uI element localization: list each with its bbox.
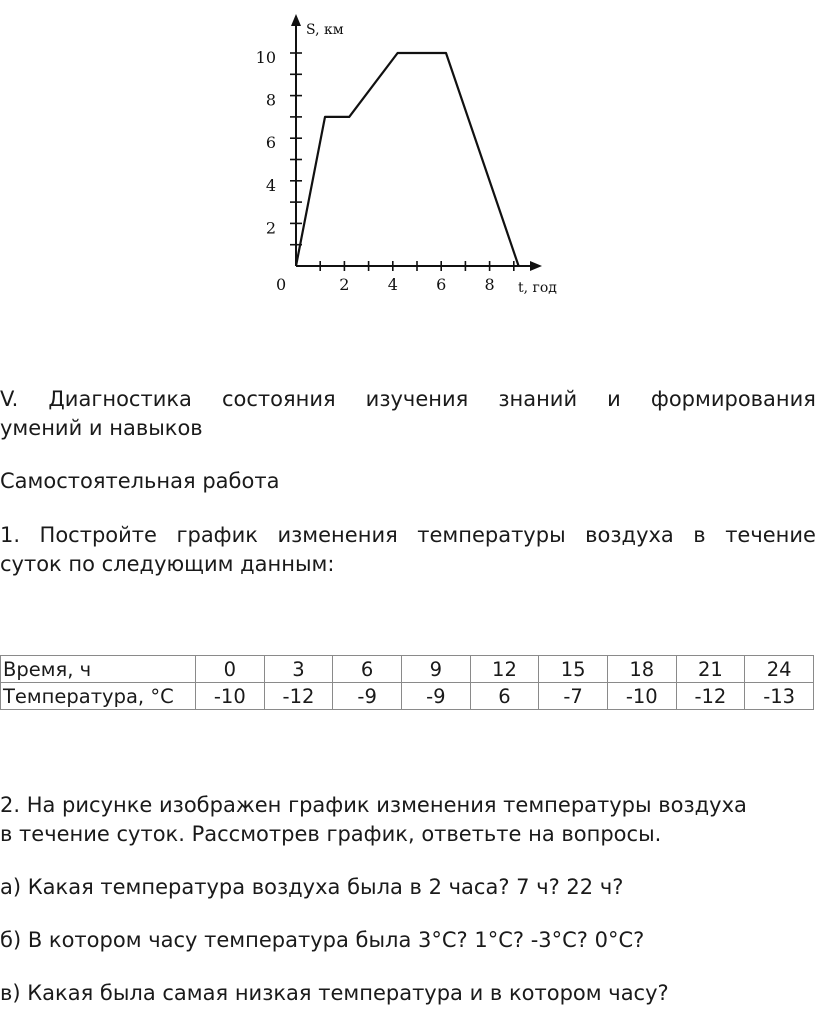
table-row (1, 683, 814, 710)
heading-word: формирования (650, 387, 816, 411)
distance-time-chart (250, 10, 570, 300)
temp-cell: -10 (196, 683, 265, 710)
table-row (1, 656, 814, 683)
temp-header: Температура, °С (1, 683, 196, 710)
task2-line1: 2. На рисунке изображен график изменения температуры воздуха (0, 793, 747, 817)
task1-word: изменения (277, 523, 398, 547)
task1-word: температуры (417, 523, 566, 547)
temp-cell: -10 (607, 683, 676, 710)
time-cell: 3 (264, 656, 333, 683)
time-cell: 6 (333, 656, 402, 683)
x-tick-label: 2 (339, 275, 350, 294)
x-tick-label: 4 (387, 275, 398, 294)
question-a: а) Какая температура воздуха была в 2 часа? 7 ч? 22 ч? (0, 875, 624, 899)
temp-cell: -12 (676, 683, 745, 710)
task1-word: воздуха (585, 523, 674, 547)
series-line (296, 53, 519, 266)
section-heading-line1 (0, 385, 816, 414)
time-cell: 12 (470, 656, 539, 683)
temp-cell: 6 (470, 683, 539, 710)
temp-cell: -13 (745, 683, 814, 710)
heading-word: Диагностика (48, 387, 192, 411)
chart-ticks (290, 53, 514, 271)
y-tick-label: 6 (265, 133, 276, 153)
time-cell: 24 (745, 656, 814, 683)
task2-line2: в течение суток. Рассмотрев график, ответьте на вопросы. (0, 822, 662, 846)
x-axis-label: t, год (518, 280, 557, 296)
x-tick-label: 8 (484, 275, 495, 294)
y-tick-label: 4 (265, 175, 276, 195)
temp-cell: -9 (401, 683, 470, 710)
y-tick-label: 10 (255, 48, 276, 67)
time-cell: 18 (607, 656, 676, 683)
x-tick-label: 6 (436, 275, 447, 294)
temp-cell: -12 (264, 683, 333, 710)
question-c: в) Какая была самая низкая температура и в котором часу? (0, 981, 669, 1005)
heading-word: знаний (498, 387, 578, 411)
y-axis-arrow (291, 14, 301, 26)
task1-line2: суток по следующим данным: (0, 552, 335, 576)
time-cell: 9 (401, 656, 470, 683)
temp-cell: -7 (539, 683, 608, 710)
x-axis-arrow (530, 261, 542, 271)
data-table (0, 655, 814, 710)
heading-word: V. (0, 387, 19, 411)
question-b: б) В котором часу температура была 3°С? 1°С? -3°С? 0°С? (0, 928, 645, 952)
task1-word: 1. (0, 523, 21, 547)
task1-word: в (693, 523, 706, 547)
task1-word: течение (725, 523, 816, 547)
time-header: Время, ч (1, 656, 196, 683)
heading-word: и (607, 387, 621, 411)
task1-word: Постройте (39, 523, 157, 547)
time-cell: 21 (676, 656, 745, 683)
heading-word: состояния (221, 387, 336, 411)
task1-word: график (176, 523, 258, 547)
heading-word: изучения (365, 387, 469, 411)
y-tick-label: 8 (265, 90, 276, 110)
time-cell: 15 (539, 656, 608, 683)
time-cell: 0 (196, 656, 265, 683)
origin-label: 0 (276, 275, 287, 294)
subheading: Самостоятельная работа (0, 469, 280, 493)
section-heading-line2: умений и навыков (0, 416, 203, 440)
task1-line1 (0, 521, 816, 550)
temp-cell: -9 (333, 683, 402, 710)
y-tick-label: 2 (265, 218, 276, 238)
y-axis-label: S, км (306, 22, 344, 38)
